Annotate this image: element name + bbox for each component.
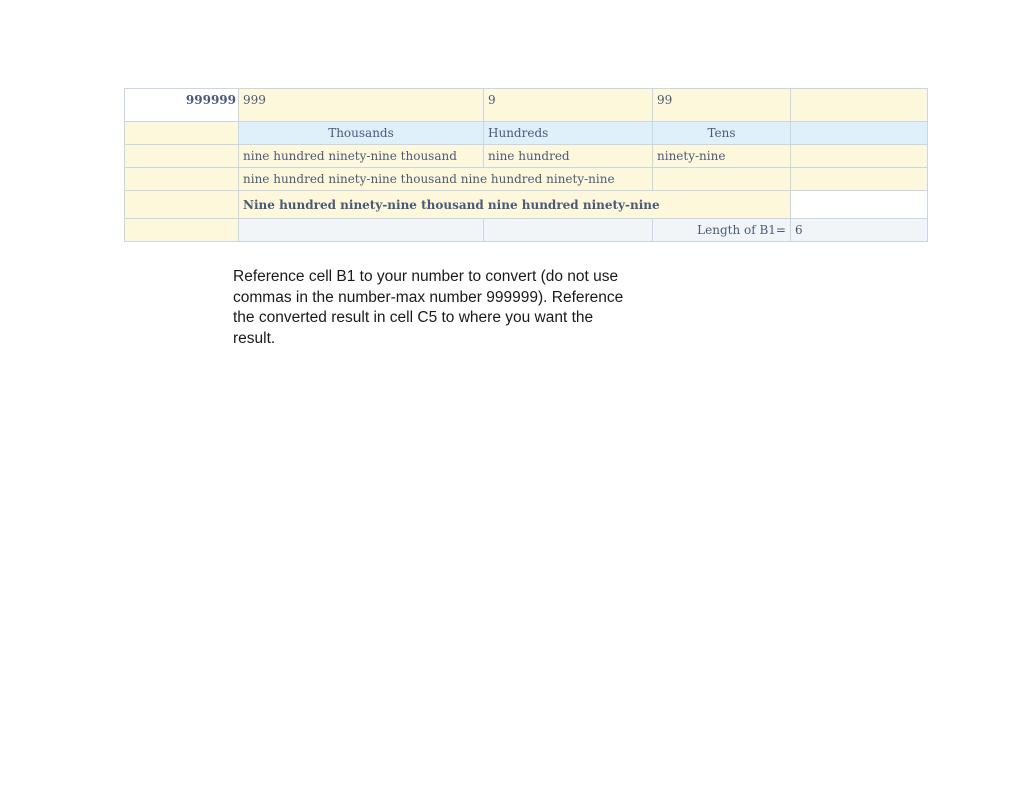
cell-a6[interactable] xyxy=(125,219,239,242)
cell-a3[interactable] xyxy=(125,145,239,168)
cell-d2-header-tens[interactable]: Tens xyxy=(653,122,791,145)
cell-e2[interactable] xyxy=(791,122,928,145)
spreadsheet xyxy=(124,88,928,242)
row-3 xyxy=(125,145,928,168)
cell-e5[interactable] xyxy=(791,191,928,219)
row-1 xyxy=(125,89,928,122)
row-4 xyxy=(125,168,928,191)
cell-e6-length-value[interactable]: 6 xyxy=(791,219,928,242)
row-2 xyxy=(125,122,928,145)
cell-b4-combined-words[interactable]: nine hundred ninety-nine thousand nine hundred ninety-nine xyxy=(239,168,653,191)
cell-a2[interactable] xyxy=(125,122,239,145)
instructions-text: Reference cell B1 to your number to convert (do not use commas in the number-max number 999999). Reference the converted result in cell C5 to where you want the result. xyxy=(233,268,624,347)
cell-e3[interactable] xyxy=(791,145,928,168)
cell-b3-thousands-words[interactable]: nine hundred ninety-nine thousand xyxy=(239,145,484,168)
cell-e4[interactable] xyxy=(791,168,928,191)
cell-e1[interactable] xyxy=(791,89,928,122)
cell-a4[interactable] xyxy=(125,168,239,191)
cell-c3-hundreds-words[interactable]: nine hundred xyxy=(484,145,653,168)
cell-b1-thousands-value[interactable]: 999 xyxy=(239,89,484,122)
cell-d3-tens-words[interactable]: ninety-nine xyxy=(653,145,791,168)
row-5 xyxy=(125,191,928,219)
cell-a5[interactable] xyxy=(125,191,239,219)
cell-c6[interactable] xyxy=(484,219,653,242)
cell-a1-input-number[interactable]: 999999 xyxy=(125,89,239,122)
cell-b6[interactable] xyxy=(239,219,484,242)
cell-c5-converted-result[interactable]: Nine hundred ninety-nine thousand nine hundred ninety-nine xyxy=(239,191,791,219)
cell-d4[interactable] xyxy=(653,168,791,191)
cell-c2-header-hundreds[interactable]: Hundreds xyxy=(484,122,653,145)
cell-b2-header-thousands[interactable]: Thousands xyxy=(239,122,484,145)
row-6 xyxy=(125,219,928,242)
cell-c1-hundreds-value[interactable]: 9 xyxy=(484,89,653,122)
cell-d1-tens-value[interactable]: 99 xyxy=(653,89,791,122)
cell-d6-length-label[interactable]: Length of B1= xyxy=(653,219,791,242)
